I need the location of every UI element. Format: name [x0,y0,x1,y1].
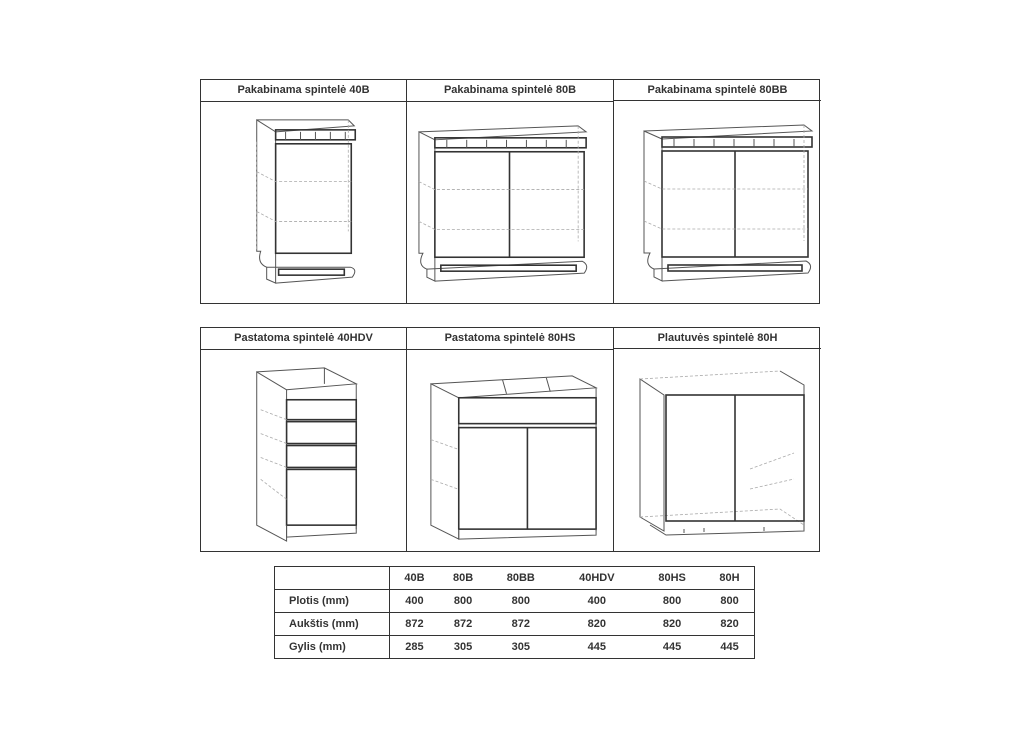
table-cell: 400 [554,590,639,613]
table-cell: 445 [705,636,754,659]
cabinet-title: Pakabinama spintelė 80B [407,80,613,102]
table-corner-cell [275,567,390,590]
cabinet-cell-80bb [614,80,821,303]
column-header: 80BB [506,572,535,584]
cabinet-drawing-40b [201,102,406,303]
table-cell: 800 [705,590,754,613]
table-cell: 800 [639,590,705,613]
cabinet-title: Pakabinama spintelė 40B [201,80,406,102]
table-cell: 285 [390,636,439,659]
column-header: 80HS [658,572,686,584]
table-row [275,590,755,613]
base-cabinet-drawer-doors-drawing [407,350,613,551]
sink-cabinet-drawing [614,349,821,551]
table-cell: 305 [487,636,554,659]
cabinet-drawing-80hs [407,350,613,551]
cabinet-title: Plautuvės spintelė 80H [614,328,821,349]
wall-cabinet-single-door-drawing [201,102,406,303]
table-row [275,613,755,636]
table-cell: 800 [487,590,554,613]
cabinet-drawing-40hdv [201,350,406,551]
row-label: Aukštis (mm) [275,613,390,636]
row-label: Gylis (mm) [275,636,390,659]
table-header-row [275,567,755,590]
base-cabinets-grid [200,327,820,552]
wall-cabinet-double-door-drawing [407,102,613,303]
table-cell: 445 [554,636,639,659]
cabinet-cell-80h [614,328,821,551]
row-label: Plotis (mm) [275,590,390,613]
column-header: 80H [719,572,740,584]
table-cell: 820 [705,613,754,636]
cabinet-cell-80hs [407,328,614,551]
column-header: 80B [452,572,474,584]
table-cell: 872 [487,613,554,636]
wall-cabinets-grid [200,79,820,304]
wall-cabinet-double-door-drawing [614,101,821,303]
table-cell: 872 [439,613,487,636]
cabinet-drawing-80h [614,349,821,551]
dimensions-table [274,566,755,659]
table-cell: 820 [639,613,705,636]
table-row [275,636,755,659]
cabinet-cell-40b [201,80,407,303]
drawer-cabinet-drawing [201,350,406,551]
table-cell: 872 [390,613,439,636]
cabinet-title: Pastatoma spintelė 40HDV [201,328,406,350]
table-cell: 445 [639,636,705,659]
cabinet-cell-40hdv [201,328,407,551]
column-header: 40HDV [579,572,615,584]
column-header: 40B [404,572,425,584]
cabinet-drawing-80b [407,102,613,303]
cabinet-title: Pakabinama spintelė 80BB [614,80,821,101]
table-cell: 820 [554,613,639,636]
cabinet-title: Pastatoma spintelė 80HS [407,328,613,350]
table-cell: 305 [439,636,487,659]
table-cell: 800 [439,590,487,613]
cabinet-cell-80b [407,80,614,303]
cabinet-drawing-80bb [614,101,821,303]
table-cell: 400 [390,590,439,613]
